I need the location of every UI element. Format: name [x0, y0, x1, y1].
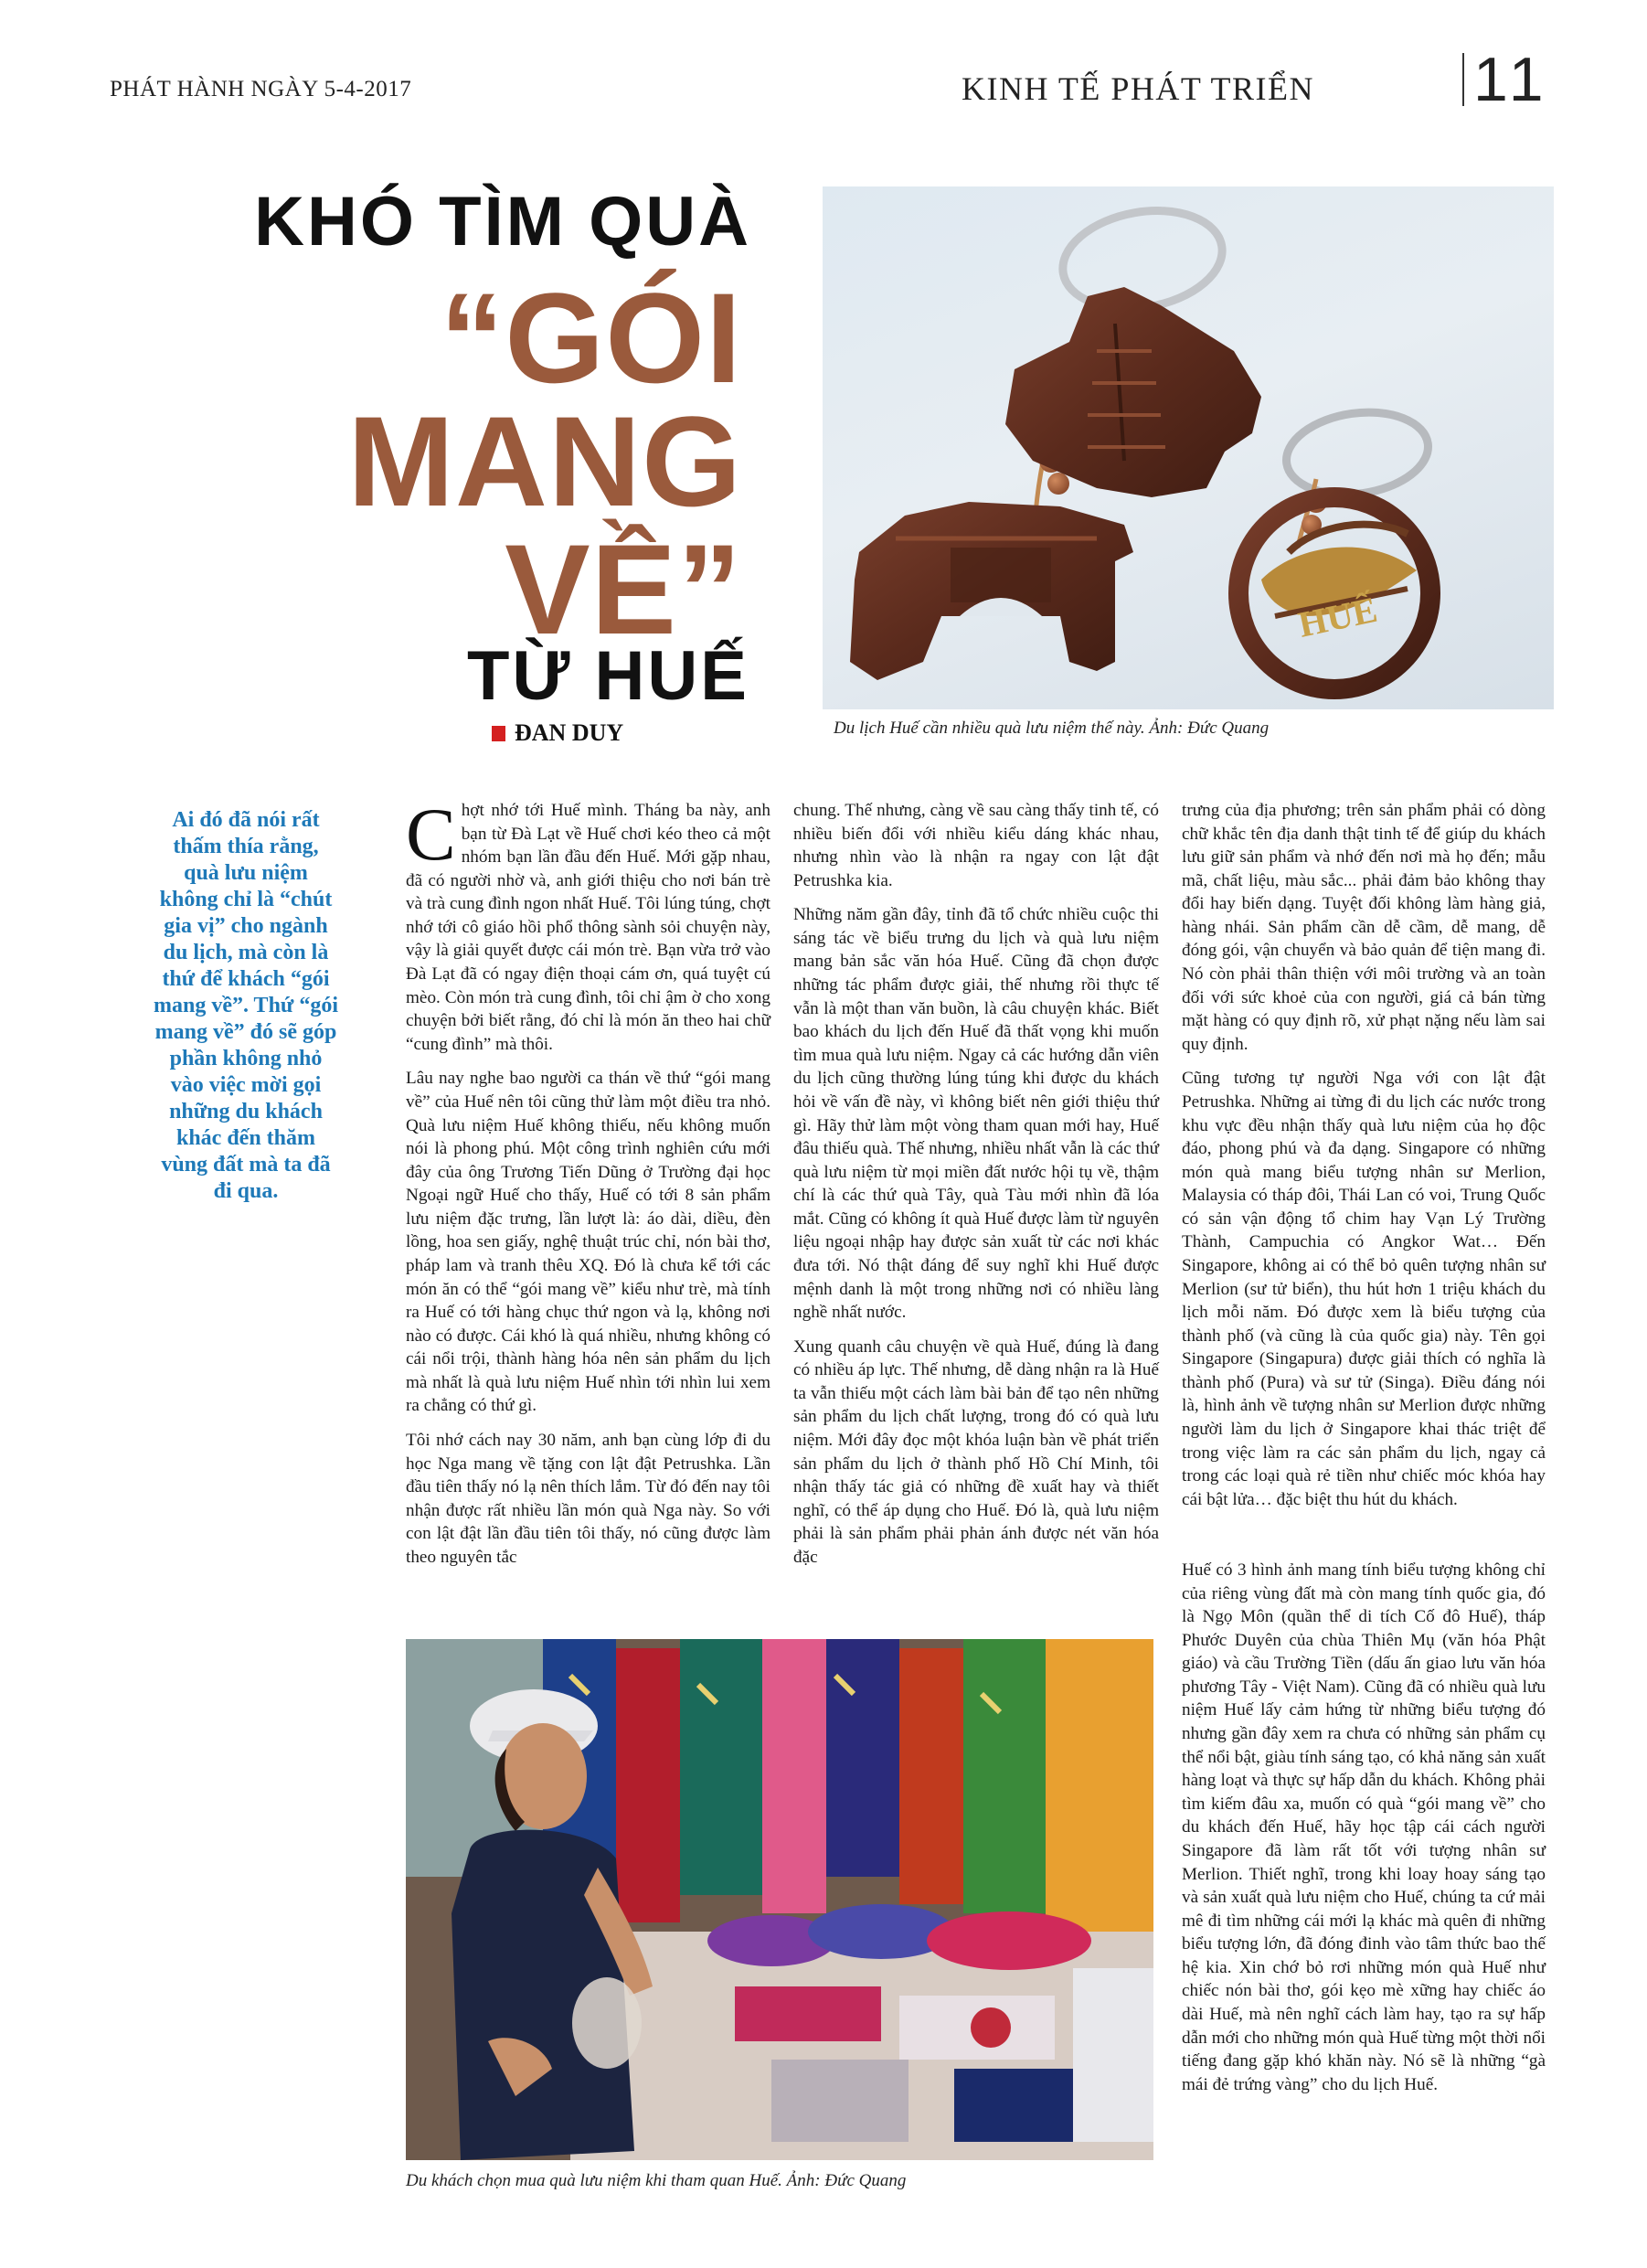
headline-line-4: VỀ”: [505, 517, 742, 661]
headline-line-2: “GÓI: [440, 266, 742, 410]
byline-marker: [492, 726, 505, 741]
header-divider: [1462, 53, 1464, 106]
market-illustration: [406, 1639, 1153, 2160]
bottom-photo-caption: Du khách chọn mua quà lưu niệm khi tham quan Huế. Ảnh: Đức Quang: [406, 2171, 907, 2190]
market-photo: [406, 1639, 1153, 2160]
paragraph: Lâu nay nghe bao người ca thán về thứ “gói mang về” của Huế nên tôi cũng thử làm một điều tra nhỏ. Quà lưu niệm Huế không thiếu, nếu không muốn nói là phong phú. Một công trình nghiên cứu mới đây của ông Trương Tiến Dũng ở Trường đại học Ngoại ngữ Huế cho thấy, Huế có tới 8 sản phẩm lưu niệm đặc trưng, lần lượt là: áo dài, diều, đèn lồng, hoa sen giấy, nghệ thuật trúc chỉ, nón bài thơ, pháp lam và tranh thêu XQ. Đó là chưa kể tới các món ăn có thể “gói mang về” kiểu như trè, mà tính ra Huế có tới hàng chục thứ ngon và lạ, không nơi nào có được. Cái khó là quá nhiều, nhưng không có cái nổi trội, thành hàng hóa nên sản phẩm du lịch mà nhất là quà lưu niệm Huế nhìn tới nhìn lui xem ra chẳng có thứ gì.: [406, 1069, 770, 1416]
keychain-photo: [823, 186, 1554, 709]
byline: [492, 719, 623, 747]
article-column-2: [793, 799, 1159, 1581]
issue-date: PHÁT HÀNH NGÀY 5-4-2017: [110, 77, 412, 101]
section-title: KINH TẾ PHÁT TRIỂN: [962, 70, 1314, 107]
top-photo-caption: Du lịch Huế cần nhiều quà lưu niệm thế này. Ảnh: Đức Quang: [834, 719, 1270, 738]
pull-quote: Ai đó đã nói rất thấm thía rằng, quà lưu niệm không chỉ là “chút gia vị” cho ngành du lịch, mà còn là thứ để khách “gói mang về”. Thứ “gói mang về” đó sẽ góp phần không nhỏ vào việc mời gọi những du khách khác đến thăm vùng đất mà ta đã đi qua.: [154, 808, 338, 1204]
paragraph: trưng của địa phương; trên sản phẩm phải có dòng chữ khắc tên địa danh thật tinh tế để giúp du khách lưu giữ sản phẩm và nhớ đến nơi mà họ đến; mẫu mã, chất liệu, màu sắc... phải đảm bảo không thay đổi hay biến dạng. Tuyệt đối không làm hàng giả, hàng nhái. Sản phẩm cần dễ cầm, dễ mang, dễ đóng gói, vận chuyển và bảo quản để tiện mang đi. Nó còn phải thân thiện với môi trường và an toàn đối với sức khoẻ của con người, giá cả bán từng mặt hàng có quy định rõ, xử phạt nặng nếu làm sai quy định.: [1182, 801, 1546, 1054]
headline-line-5: TỪ HUẾ: [466, 637, 749, 715]
keychain-illustration: [823, 186, 1554, 709]
paragraph: Xung quanh câu chuyện về quà Huế, đúng là đang có nhiều áp lực. Thế nhưng, dễ dàng nhận ra là Huế ta vẫn thiếu một cách làm bài bản để tạo nên những sản phẩm du lịch chất lượng, trong đó có quà lưu niệm. Mới đây đọc một khóa luận bàn về phát triển sản phẩm du lịch ở thành phố Hồ Chí Minh, tôi nhận thấy tác giả có những đề xuất hay và thiết nghĩ, có thể áp dụng cho Huế. Đó là, quà lưu niệm phải là sản phẩm phải phản ánh được nét văn hóa đặc: [793, 1336, 1159, 1567]
paragraph: Chợt nhớ tới Huế mình. Tháng ba này, anh bạn từ Đà Lạt về Huế chơi kéo theo cả một nhóm bạn lần đầu đến Huế. Mới gặp nhau, đã có người nhờ và, anh giới thiệu cho nơi bán trè và trà cung đình ngon nhất Huế. Tôi lúng túng, chợt nhớ tới cô giáo hồi phổ thông sành sỏi chuyện này, vậy là giải quyết được cái món trè. Bạn vừa trở vào Đà Lạt đã có ngay điện thoại cám ơn, quá tuyệt cú mèo. Còn món trà cung đình, tôi chỉ ậm ờ cho xong chuyện bởi biết rằng, đó chỉ là món ăn theo hai chữ “cung đình” mà thôi.: [406, 793, 770, 1054]
author-name: ĐAN DUY: [515, 719, 624, 746]
paragraph: Những năm gần đây, tỉnh đã tổ chức nhiều cuộc thi sáng tác về biểu trưng du lịch và quà lưu niệm mang bản sắc văn hóa Huế. Cũng đã chọn được những tác phẩm được giải, thế nhưng rồi thực tế vẫn là một than văn buồn, là câu chuyện khác. Biết bao khách du lịch đến Huế đã thất vọng khi muốn tìm mua quà lưu niệm. Ngay cả các hướng dẫn viên du lịch cũng thường lúng túng khi được du khách hỏi về vấn đề này, vì không biết nên giới thiệu thứ gì. Hãy thử làm một vòng tham quan mới hay, Huế đâu thiếu quà. Thế nhưng, nhiều nhất vẫn là các thứ quà lưu niệm từ mọi miền đất nước hội tụ về, thậm chí là các thứ quà Tây, quà Tàu mới nhìn đã lóa mắt. Cũng có không ít quà Huế được làm từ nguyên liệu ngoại nhập hay được sản xuất từ các nơi khác đưa tới. Nó thật đáng để suy nghĩ khi Huế được mệnh danh là một trong những nơi có nhiều làng nghề nhất nước.: [793, 905, 1159, 1323]
paragraph: chung. Thế nhưng, càng về sau càng thấy tinh tế, có nhiều biến đổi với nhiều kiểu dáng khác nhau, nhưng nhìn vào là nhận ra ngay con lật đật Petrushka kia.: [793, 801, 1159, 890]
paragraph: Tôi nhớ cách nay 30 năm, anh bạn cùng lớp đi du học Nga mang về tặng con lật đật Petrushka. Lần đầu tiên thấy nó lạ nên thích lắm. Từ đó đến nay tôi nhận được rất nhiều lần món quà Nga này. So với con lật đật lần đầu tiên tôi thấy, nó cũng được làm theo nguyên tắc: [406, 1431, 770, 1567]
keychain-engraving: HUẾ: [1294, 588, 1381, 645]
article-column-3-continued: [1182, 1559, 1546, 2107]
paragraph: Cũng tương tự người Nga với con lật đật Petrushka. Những ai từng đi du lịch các nước trong khu vực đều nhận thấy quà lưu niệm của họ độc đáo, phong phú và đa dạng. Singapore có những món quà mang biểu tượng nhân sư Merlion, Malaysia có tháp đôi, Thái Lan có voi, Trung Quốc có sản vận động tổ chim hay Vạn Lý Trường Thành, Campuchia có Angkor Wat… Đến Singapore, không ai có thể bỏ quên tượng nhân sư Merlion (sư tử biển), thu hút hơn 1 triệu khách du lịch mỗi năm. Đó được xem là biểu tượng của thành phố (và cũng là của quốc gia) này. Tên gọi Singapore (Singapura) được giải thích có nghĩa là thành phố (Pura) và sư tử (Singa). Điều đáng nói là, hình ảnh về tượng nhân sư Merlion được những người làm du lịch ở Singapore khai thác triệt để trong việc làm ra các sản phẩm du lịch, ngay cả trong các loại quà rẻ tiền như chiếc móc khóa hay cái bật lửa… đặc biệt thu hút du khách.: [1182, 1069, 1546, 1509]
paragraph: Huế có 3 hình ảnh mang tính biểu tượng không chỉ của riêng vùng đất mà còn mang tính quốc gia, đó là Ngọ Môn (quần thể di tích Cố đô Huế), tháp Phước Duyên của chùa Thiên Mụ (văn hóa Phật giáo) và cầu Trường Tiền (dấu ấn giao lưu văn hóa phương Tây - Việt Nam). Cũng đã có nhiều quà lưu niệm Huế lấy cảm hứng từ những biểu tượng đó nhưng gần đây xem ra chưa có những sản phẩm cụ thể nổi bật, giàu tính sáng tạo, có khả năng sản xuất hàng loạt và thực sự hấp dẫn du khách. Không phải tìm kiếm đâu xa, muốn có quà “gói mang về” cho du khách đến Huế, hãy học tập cái cách người Singapore đã làm rất tốt với tượng nhân sư Merlion. Thiết nghĩ, trong khi loay hoay sáng tạo và sản xuất quà lưu niệm cho Huế, chúng ta cứ mải mê đi tìm những cái mới lạ khác mà quên đi những biểu tượng lớn, đã đóng đinh vào tâm thức bao thế hệ kia. Xin chớ bỏ rơi những món quà Huế như chiếc nón bài thơ, gói kẹo mè xững hay chiếc áo dài Huế, mà nên nghĩ cách làm hay, tạo ra sự hấp dẫn mới cho những món quà Huế từng một thời nổi tiếng đang gặp khó khăn này. Nó sẽ là những “gà mái đẻ trứng vàng” cho du lịch Huế.: [1182, 1560, 1546, 2094]
page-number: 11: [1473, 45, 1549, 114]
article-column-1: [406, 793, 770, 1581]
headline-line-3: MANG: [347, 389, 742, 533]
drop-cap: C: [406, 793, 456, 876]
headline-line-1: KHÓ TÌM QUÀ: [254, 183, 751, 261]
article-column-3: [1182, 799, 1546, 1522]
